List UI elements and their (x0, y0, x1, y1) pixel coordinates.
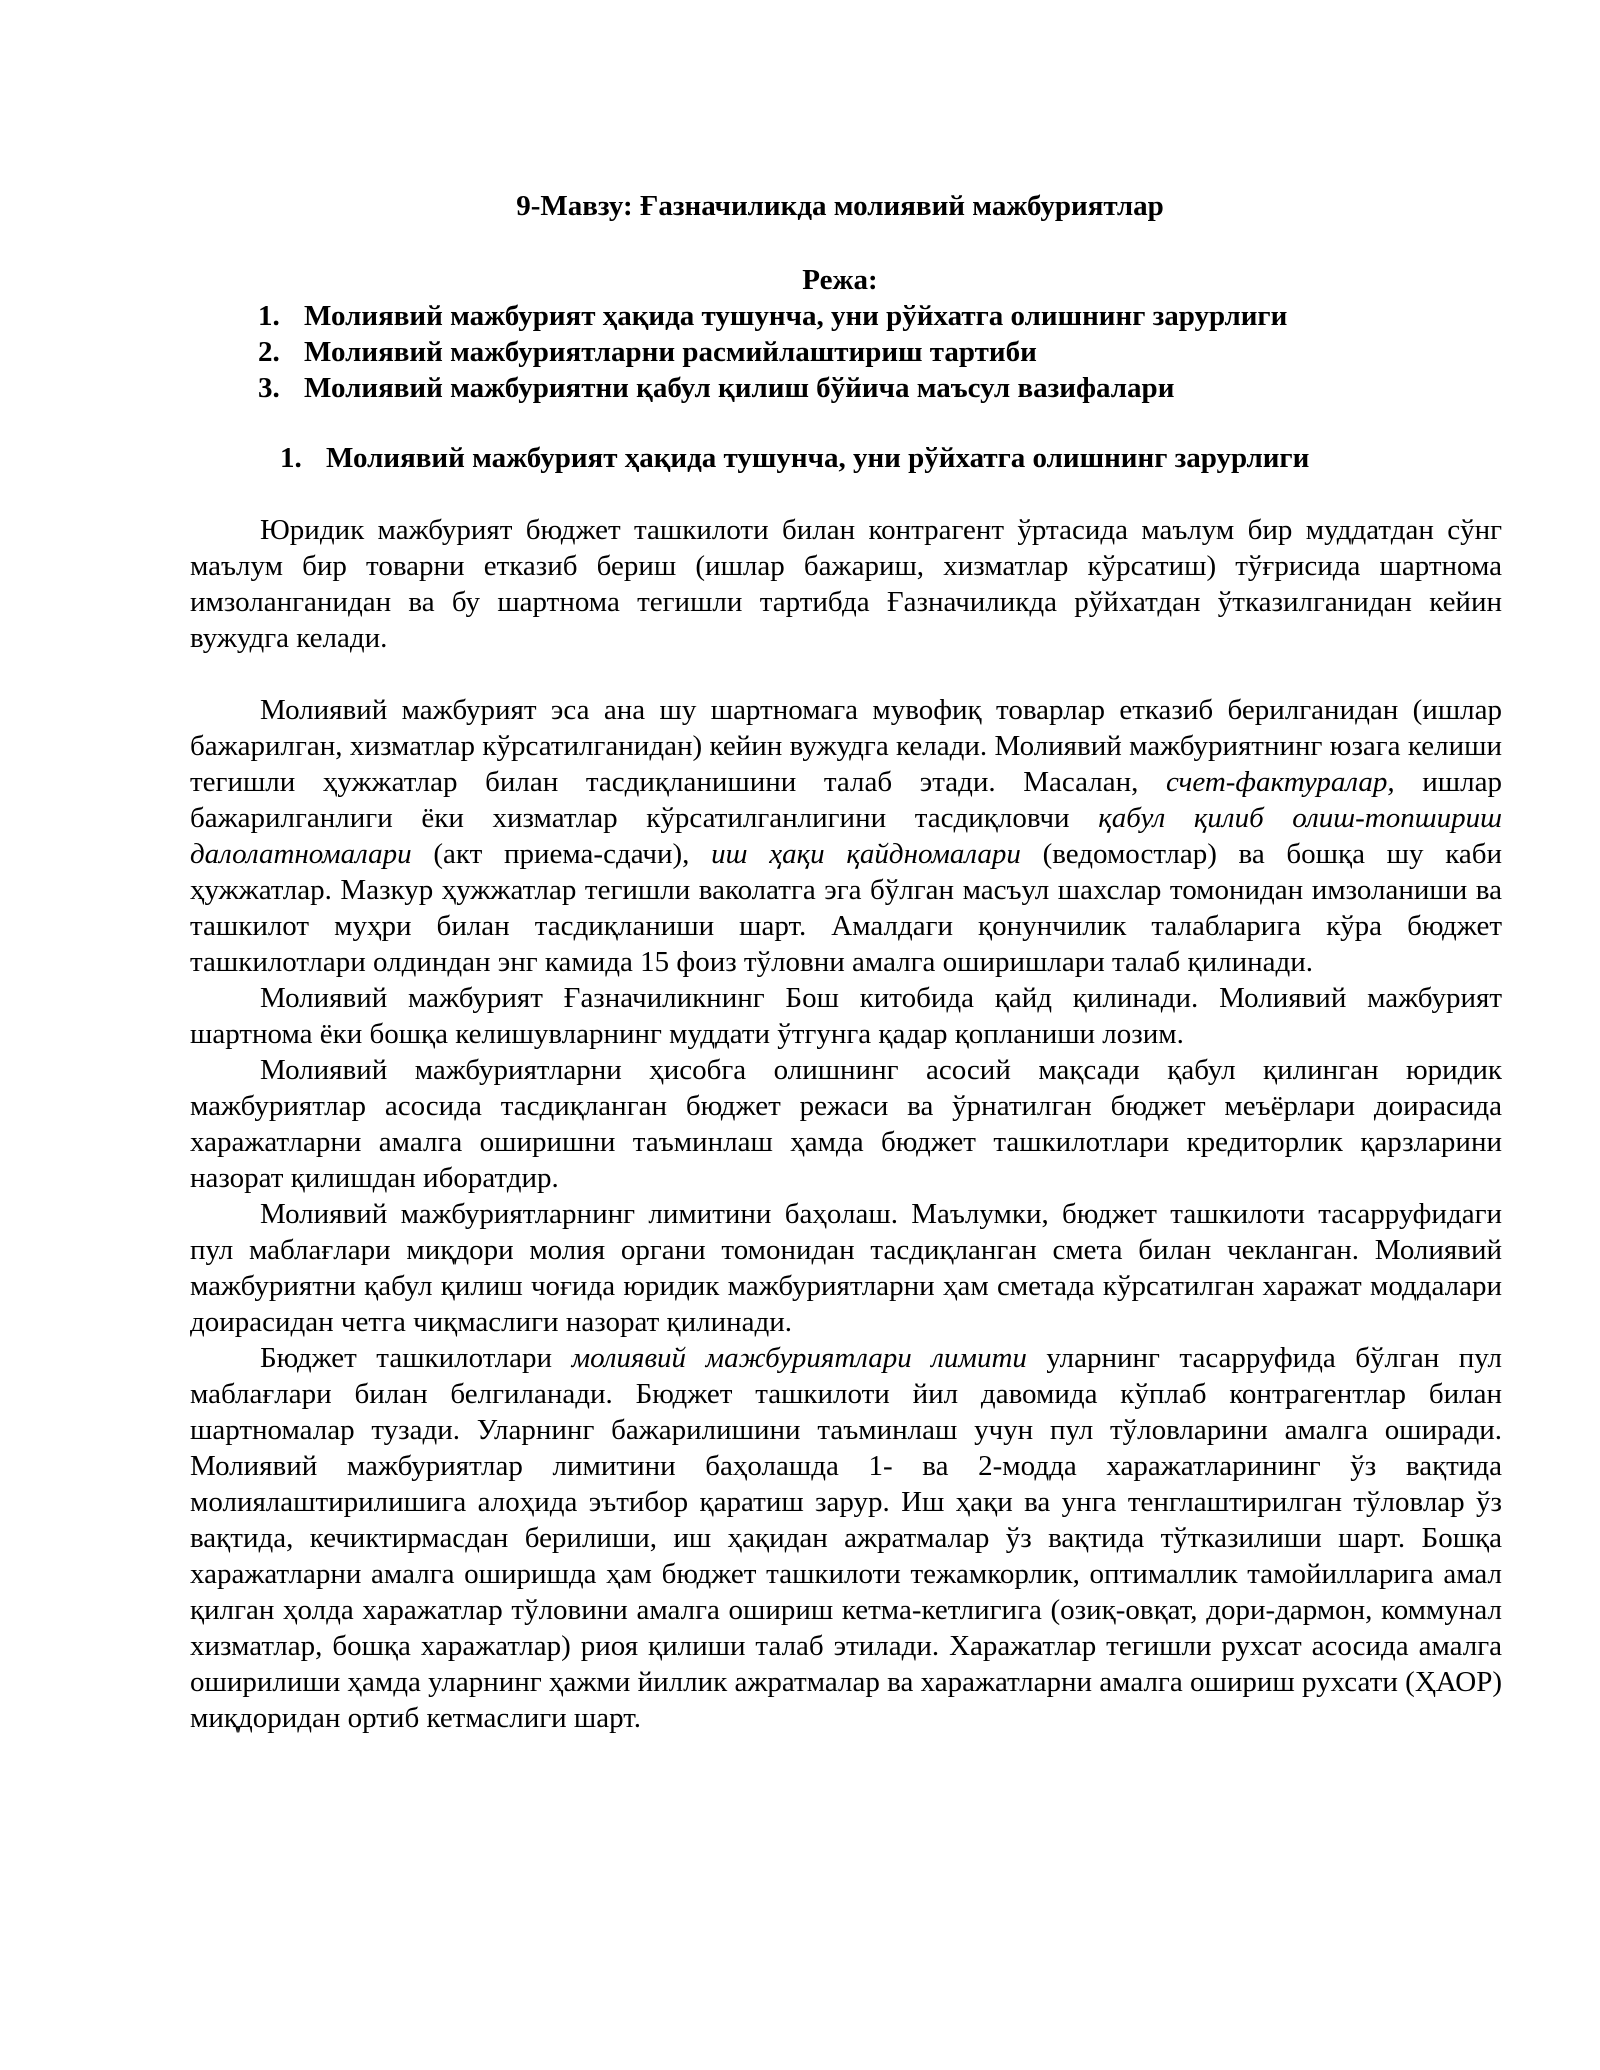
italic-term: иш ҳақи қайдномалари (711, 838, 1021, 870)
paragraph: Молиявий мажбуриятларни ҳисобга олишнинг асосий мақсади қабул қилинган юридик мажбуриятлар асосида тасдиқланган бюджет режаси ва ўрнатилган бюджет меъёрлари доирасида харажатларни амалга оширишни таъминлаш ҳамда бюджет ташкилотлари кредиторлик қарзларини назорат қилишдан иборатдир. (190, 1054, 1502, 1194)
plan-item-number: 2. (258, 336, 280, 368)
plan-heading: Режа: (802, 264, 878, 296)
section-number: 1. (280, 442, 302, 474)
paragraph: Юридик мажбурият бюджет ташкилоти билан контрагент ўртасида маълум бир муддатдан сўнг маълум бир товарни етказиб бериш (ишлар бажариш, хизматлар кўрсатиш) тўғрисида шартнома имзоланганидан ва бу шартнома тегишли тартибда Ғазначиликда рўйхатдан ўтказилганидан кейин вужудга келади. (190, 514, 1502, 654)
paragraph: Молиявий мажбуриятларнинг лимитини баҳолаш. Маълумки, бюджет ташкилоти тасарруфидаги пул маблағлари миқдори молия органи томонидан тасдиқланган смета билан чекланган. Молиявий мажбуриятни қабул қилиш чоғида юридик мажбуриятларни ҳам сметада кўрсатилган харажат моддалари доирасидан четга чиқмаслиги назорат қилинади. (190, 1198, 1502, 1338)
body-block-1 (190, 512, 1502, 656)
plan-item-text: Молиявий мажбуриятни қабул қилиш бўйича маъсул вазифалари (304, 372, 1175, 404)
italic-term: қабул қилиб олиш-топшириш далолатномалари (190, 802, 1502, 870)
paragraph-text: уларнинг тасарруфида бўлган пул маблағлари билан белгиланади. Бюджет ташкилоти йил давомида кўплаб контрагентлар билан шартномалар тузади. Уларнинг бажарилишини таъминлаш учун пул тўловларини амалга оширади. Молиявий мажбуриятлар лимитини баҳолашда 1- ва 2-модда харажатларининг ўз вақтида молиялаштирилишига алоҳида эътибор қаратиш зарур. Иш ҳақи ва унга тенглаштирилган тўловлар ўз вақтида, кечиктирмасдан берилиши, иш ҳақидан ажратмалар ўз вақтида тўтказилиши шарт. Бошқа харажатларни амалга оширишда ҳам бюджет ташкилоти тежамкорлик, оптималлик тамойилларига амал қилган ҳолда харажатлар тўловини амалга ошириш кетма-кетлигига (озиқ-овқат, дори-дармон, коммунал хизматлар, бошқа харажатлар) риоя қилиши талаб этилади. Харажатлар тегишли рухсат асосида амалга оширилиши ҳамда уларнинг ҳажми йиллик ажратмалар ва харажатларни амалга ошириш рухсати (ҲАОР) миқдоридан ортиб кетмаслиги шарт. (190, 1342, 1502, 1734)
plan-item-number: 3. (258, 372, 280, 404)
plan-item (258, 298, 1508, 334)
italic-term: счет-фактуралар, (1166, 766, 1395, 798)
paragraph-text: (ведомостлар) ва бошқа шу каби ҳужжатлар. Мазкур ҳужжатлар тегишли ваколатга эга бўлган масъул шахслар томонидан имзоланиши ва ташкилот муҳри билан тасдиқланиши шарт. Амалдаги қонунчилик талабларига кўра бюджет ташкилотлари олдиндан энг камида 15 фоиз тўловни амалга оширишлари талаб қилинади. (190, 838, 1502, 978)
paragraph: Молиявий мажбурият Ғазначиликнинг Бош китобида қайд қилинади. Молиявий мажбурият шартнома ёки бошқа келишувларнинг муддати ўтгунга қадар қопланиши лозим. (190, 982, 1502, 1050)
document-title: 9-Мавзу: Ғазначиликда молиявий мажбуриятлар (516, 190, 1164, 222)
plan-item (258, 370, 1508, 406)
section-title: Молиявий мажбурият ҳақида тушунча, уни рўйхатга олишнинг зарурлиги (326, 442, 1310, 474)
plan-item-number: 1. (258, 300, 280, 332)
paragraph (190, 692, 1502, 980)
section-heading (280, 440, 1530, 476)
italic-term: молиявий мажбуриятлари лимити (571, 1342, 1027, 1374)
paragraph (190, 1340, 1502, 1736)
paragraph-text: Молиявий мажбурият эса ана шу шартномага мувофиқ товарлар етказиб берилганидан (ишлар бажарилган, хизматлар кўрсатилганидан) кейин вужудга келади. Молиявий мажбуриятнинг юзага келиши тегишли ҳужжатлар билан тасдиқланишини талаб этади. Масалан, (190, 694, 1502, 798)
paragraph-text: (акт приема-сдачи), (411, 838, 712, 870)
body-block-2 (190, 692, 1502, 1736)
plan-item-text: Молиявий мажбурият ҳақида тушунча, уни рўйхатга олишнинг зарурлиги (304, 300, 1288, 332)
paragraph-text: ишлар бажарилганлиги ёки хизматлар кўрсатилганлигини тасдиқловчи (190, 766, 1502, 834)
paragraph-text: Бюджет ташкилотлари (260, 1342, 572, 1374)
plan-item (258, 334, 1508, 370)
plan-list (258, 298, 1508, 406)
plan-item-text: Молиявий мажбуриятларни расмийлаштириш тартиби (304, 336, 1037, 368)
